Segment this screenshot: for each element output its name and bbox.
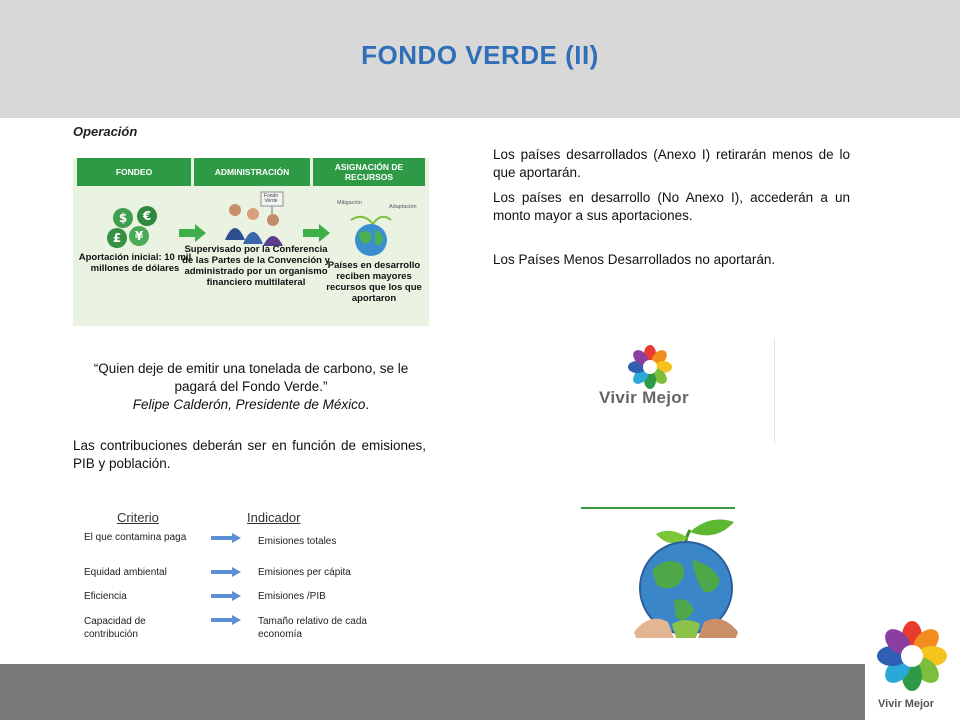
arrow-right-icon bbox=[211, 567, 241, 577]
indicador-row-4: Tamaño relativo de cada economía bbox=[258, 616, 367, 640]
fondo-verde-sign: Fondo Verde bbox=[263, 193, 279, 204]
corner-flower-logo-icon bbox=[876, 620, 948, 692]
svg-text:¥: ¥ bbox=[134, 229, 144, 243]
quote-block: “Quien deje de emitir una tonelada de carbono, se le pagará del Fondo Verde.” Felipe Calderón, Presidente de México. bbox=[73, 360, 429, 414]
logo-text: Vivir Mejor bbox=[599, 388, 689, 407]
criterio-row-3: Eficiencia bbox=[84, 591, 127, 602]
svg-text:$: $ bbox=[118, 211, 128, 225]
coins-icon bbox=[101, 204, 171, 250]
svg-text:£: £ bbox=[112, 231, 122, 245]
paragraph-menos-desarrollados: Los Países Menos Desarrollados no aportarán. bbox=[493, 252, 776, 267]
criterio-row-4: Capacidad de contribución bbox=[84, 616, 146, 640]
globe-icon bbox=[343, 214, 399, 258]
criterio-header: Criterio bbox=[117, 510, 159, 525]
fondeo-text: Aportación inicial: 10 mil millones de dólares bbox=[78, 252, 192, 274]
indicador-row-1: Emisiones totales bbox=[258, 536, 337, 547]
slide-footer bbox=[0, 664, 865, 720]
corner-logo-text: Vivir Mejor bbox=[878, 698, 935, 710]
operation-diagram bbox=[73, 158, 429, 326]
quote-text: “Quien deje de emitir una tonelada de carbono, se le pagará del Fondo Verde.” bbox=[93, 361, 409, 394]
adaptacion-tag: Adaptación bbox=[389, 204, 417, 210]
operation-heading: Operación bbox=[73, 124, 138, 139]
paragraph-anexo-i: Los países desarrollados (Anexo I) retirarán menos de lo que aportarán. bbox=[493, 147, 850, 180]
divider-line bbox=[581, 507, 735, 509]
arrow-right-icon bbox=[211, 533, 241, 543]
asignacion-text: Países en desarrollo reciben mayores recursos que los que aportaron bbox=[326, 260, 422, 304]
indicador-row-3: Emisiones /PIB bbox=[258, 591, 326, 602]
asignacion-header: ASIGNACIÓN DE RECURSOS bbox=[313, 158, 425, 186]
arrow-right-icon bbox=[211, 591, 241, 601]
slide-title: FONDO VERDE (II) bbox=[361, 40, 599, 70]
indicador-row-2: Emisiones per cápita bbox=[258, 567, 351, 578]
contributions-text: Las contribuciones deberán ser en función de emisiones, PIB y población. bbox=[73, 438, 426, 471]
vivir-mejor-logo bbox=[563, 338, 775, 444]
arrow-right-icon bbox=[211, 615, 241, 625]
administracion-header: ADMINISTRACIÓN bbox=[194, 158, 310, 186]
indicador-header: Indicador bbox=[247, 510, 301, 525]
mitigacion-tag: Mitigación bbox=[337, 200, 362, 206]
criterio-row-1: El que contamina paga bbox=[84, 532, 187, 543]
svg-text:€: € bbox=[142, 209, 152, 223]
administracion-text: Supervisado por la Conferencia de las Partes de la Convención y administrado por un organismo financiero multilateral bbox=[182, 244, 330, 288]
criterio-row-2: Equidad ambiental bbox=[84, 567, 167, 578]
fondeo-header: FONDEO bbox=[77, 158, 191, 186]
paragraph-no-anexo-i: Los países en desarrollo (No Anexo I), accederán a un monto mayor a sus aportaciones. bbox=[493, 190, 850, 223]
flower-logo-icon bbox=[627, 344, 673, 390]
quote-author: Felipe Calderón, Presidente de México bbox=[132, 397, 366, 412]
globe-sprout-icon bbox=[630, 512, 742, 640]
